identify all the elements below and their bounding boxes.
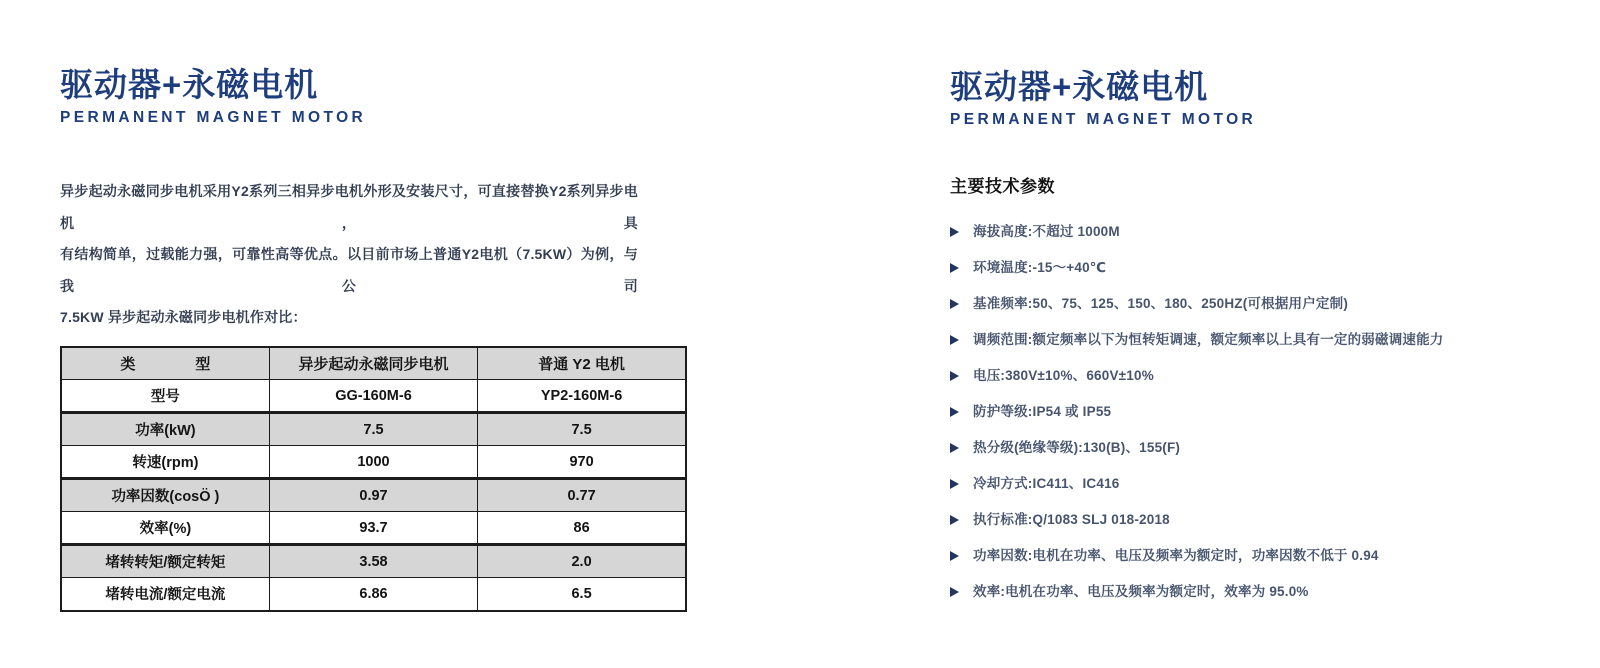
row-label-cell: 堵转电流/额定电流 <box>61 578 269 611</box>
y2-value-cell: YP2-160M-6 <box>478 380 686 413</box>
pm-value-cell: 93.7 <box>269 512 477 545</box>
pm-value-cell: 6.86 <box>269 578 477 611</box>
triangle-bullet-icon <box>950 515 959 525</box>
header-cell-y2-motor: 普通 Y2 电机 <box>478 347 686 380</box>
triangle-bullet-icon <box>950 479 959 489</box>
motor-comparison-table <box>60 346 687 612</box>
row-label-cell: 效率(%) <box>61 512 269 545</box>
table-row <box>61 545 686 578</box>
triangle-bullet-icon <box>950 551 959 561</box>
y2-value-cell: 2.0 <box>478 545 686 578</box>
table-row <box>61 413 686 446</box>
spec-item <box>950 473 1570 494</box>
row-label-cell: 功率因数(cosÖ ) <box>61 479 269 512</box>
spec-item <box>950 581 1570 602</box>
intro-line: 7.5KW 异步起动永磁同步电机作对比： <box>60 309 307 325</box>
spec-item <box>950 509 1570 530</box>
spec-item <box>950 221 1570 242</box>
spec-text: 电压:380V±10%、660V±10% <box>973 368 1154 383</box>
spec-text: 调频范围:额定频率以下为恒转矩调速，额定频率以上具有一定的弱磁调速能力 <box>973 332 1444 347</box>
intro-paragraph <box>60 176 638 334</box>
spec-text: 效率:电机在功率、电压及频率为额定时，效率为 95.0% <box>973 584 1309 599</box>
table-row <box>61 578 686 611</box>
page-title-right: 驱动器+永磁电机 <box>950 68 1209 105</box>
section-heading-tech-params: 主要技术参数 <box>950 177 1055 196</box>
row-label-cell: 堵转转矩/额定转矩 <box>61 545 269 578</box>
triangle-bullet-icon <box>950 371 959 381</box>
intro-line: 异步起动永磁同步电机采用Y2系列三相异步电机外形及安装尺寸，可直接替换Y2系列异步电机，具 <box>60 183 638 231</box>
spec-item <box>950 329 1570 350</box>
header-cell-type: 类 型 <box>61 347 269 380</box>
spec-text: 热分级(绝缘等级):130(B)、155(F) <box>973 440 1181 455</box>
spec-item <box>950 365 1570 386</box>
triangle-bullet-icon <box>950 227 959 237</box>
spec-list <box>950 221 1570 602</box>
pm-value-cell: 3.58 <box>269 545 477 578</box>
spec-text: 冷却方式:IC411、IC416 <box>973 476 1120 491</box>
intro-line: 有结构简单，过载能力强，可靠性高等优点。以目前市场上普通Y2电机（7.5KW）为例，与我公司 <box>60 246 638 294</box>
y2-value-cell: 970 <box>478 446 686 479</box>
page-title-left: 驱动器+永磁电机 <box>60 66 319 103</box>
triangle-bullet-icon <box>950 443 959 453</box>
right-column <box>950 70 1570 617</box>
row-label-cell: 功率(kW) <box>61 413 269 446</box>
row-label-cell: 型号 <box>61 380 269 413</box>
spec-text: 环境温度:-15～+40℃ <box>973 260 1107 275</box>
table-header-row <box>61 347 686 380</box>
pm-value-cell: 0.97 <box>269 479 477 512</box>
y2-value-cell: 0.77 <box>478 479 686 512</box>
spec-item <box>950 437 1570 458</box>
table-row <box>61 512 686 545</box>
spec-text: 功率因数:电机在功率、电压及频率为额定时，功率因数不低于 0.94 <box>973 548 1379 563</box>
y2-value-cell: 7.5 <box>478 413 686 446</box>
y2-value-cell: 86 <box>478 512 686 545</box>
page-subtitle-left: PERMANENT MAGNET MOTOR <box>60 109 367 126</box>
spec-text: 防护等级:IP54 或 IP55 <box>973 404 1112 419</box>
triangle-bullet-icon <box>950 335 959 345</box>
table-row <box>61 446 686 479</box>
table-row <box>61 479 686 512</box>
spec-text: 执行标准:Q/1083 SLJ 018-2018 <box>973 512 1170 527</box>
pm-value-cell: 7.5 <box>269 413 477 446</box>
pm-value-cell: GG-160M-6 <box>269 380 477 413</box>
triangle-bullet-icon <box>950 263 959 273</box>
triangle-bullet-icon <box>950 299 959 309</box>
spec-text: 海拔高度:不超过 1000M <box>973 224 1120 239</box>
left-column <box>60 68 700 612</box>
triangle-bullet-icon <box>950 587 959 597</box>
spec-item <box>950 401 1570 422</box>
table-row <box>61 380 686 413</box>
pm-value-cell: 1000 <box>269 446 477 479</box>
spec-item <box>950 545 1570 566</box>
spec-item <box>950 293 1570 314</box>
page-subtitle-right: PERMANENT MAGNET MOTOR <box>950 111 1257 128</box>
row-label-cell: 转速(rpm) <box>61 446 269 479</box>
triangle-bullet-icon <box>950 407 959 417</box>
y2-value-cell: 6.5 <box>478 578 686 611</box>
header-cell-pm-motor: 异步起动永磁同步电机 <box>269 347 477 380</box>
spec-item <box>950 257 1570 278</box>
spec-text: 基准频率:50、75、125、150、180、250HZ(可根据用户定制) <box>973 296 1349 311</box>
